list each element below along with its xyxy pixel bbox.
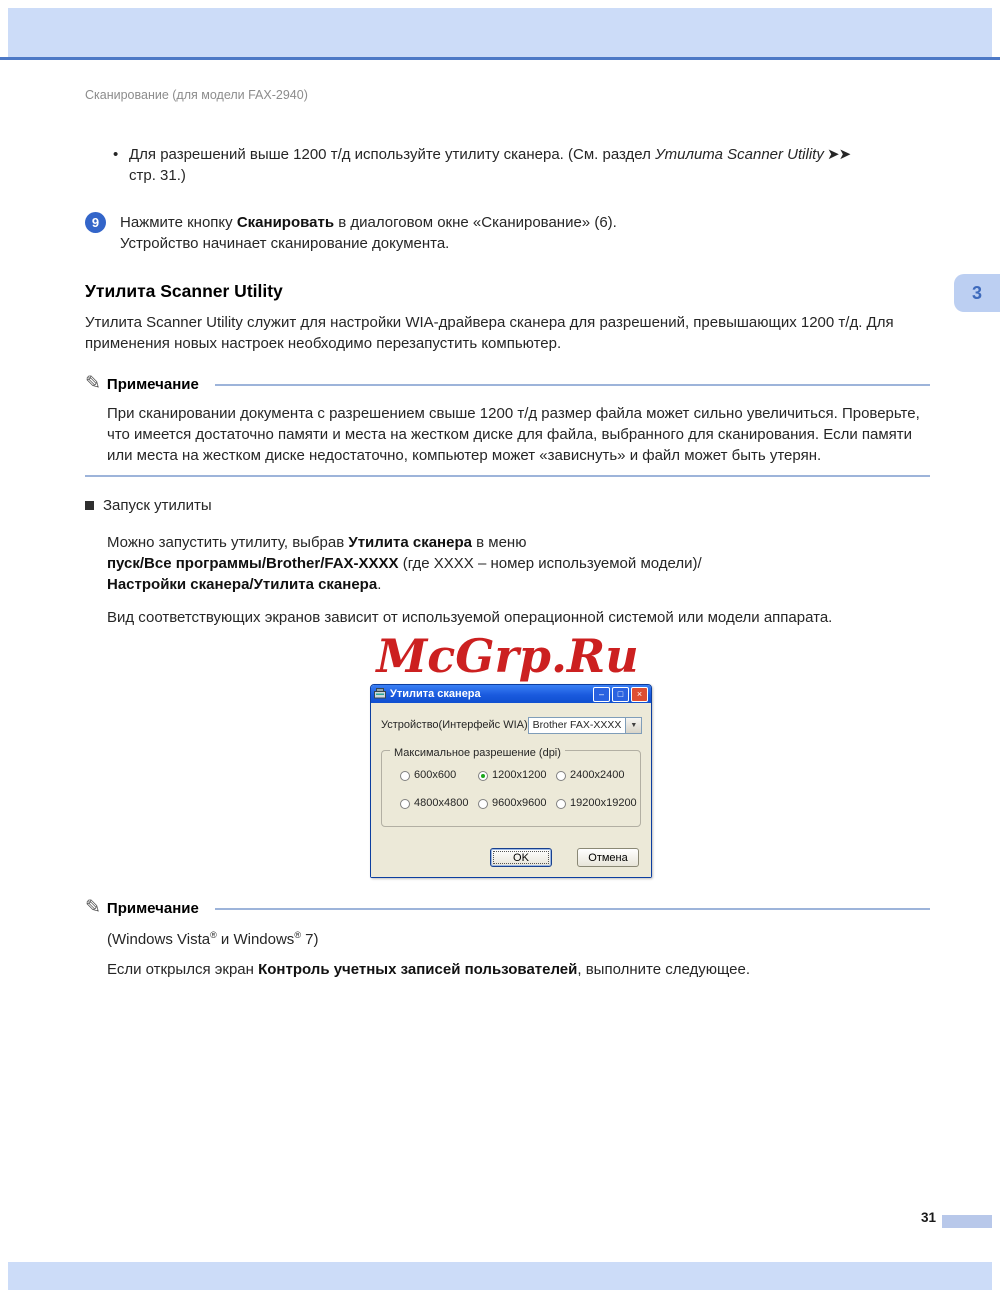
resolution-radio-9600x9600[interactable] xyxy=(478,793,556,814)
footer-band xyxy=(8,1262,992,1290)
resolution-groupbox xyxy=(381,747,641,827)
registered-mark: ® xyxy=(210,930,217,940)
minimize-icon[interactable]: – xyxy=(593,687,610,702)
launch-paragraph-1 xyxy=(107,532,930,595)
note-2 xyxy=(85,898,930,980)
p1-end: . xyxy=(377,576,382,593)
note2-uac-bold: Контроль учетных записей пользователей xyxy=(258,961,578,978)
scanner-icon xyxy=(374,684,386,705)
note-title-rule xyxy=(215,384,930,386)
page-content xyxy=(85,144,930,980)
launch-paragraph-2: Вид соответствующих экранов зависит от используемой операционной системой или модели аппарата. xyxy=(107,609,833,626)
device-combobox[interactable] xyxy=(528,717,643,734)
radio-label: 19200x19200 xyxy=(570,797,637,809)
dialog-buttons xyxy=(381,848,641,869)
radio-icon xyxy=(478,771,488,781)
step-9 xyxy=(85,212,930,254)
bullet-item-scanner-utility xyxy=(85,144,930,186)
device-combobox-value: Brother FAX-XXXX xyxy=(532,719,622,731)
resolution-radio-600x600[interactable] xyxy=(400,765,478,786)
running-header: Сканирование (для модели FAX-2940) xyxy=(85,88,308,102)
p1-bold-utility: Утилита сканера xyxy=(348,534,472,551)
note-title: Примечание xyxy=(106,376,199,393)
radio-icon xyxy=(478,799,488,809)
note-header xyxy=(85,374,930,395)
radio-icon xyxy=(400,771,410,781)
maximize-icon[interactable]: □ xyxy=(612,687,629,702)
resolution-radio-1200x1200[interactable] xyxy=(478,765,556,786)
radio-label: 600x600 xyxy=(414,769,457,781)
step-text-line2: Устройство начинает сканирование документа. xyxy=(120,235,450,252)
page-number: 31 xyxy=(920,1210,936,1225)
note-header xyxy=(85,898,930,919)
device-label: Устройство(Интерфейс WIA) xyxy=(381,719,528,731)
radio-label: 1200x1200 xyxy=(492,769,547,781)
square-bullet-icon xyxy=(85,501,94,510)
note-1 xyxy=(85,374,930,477)
launch-utility-heading xyxy=(85,495,930,516)
step-text-after: в диалоговом окне «Сканирование» (6). xyxy=(334,214,617,231)
radio-icon xyxy=(400,799,410,809)
note2-os-text2: и Windows xyxy=(216,931,295,948)
p1-mid1: в меню xyxy=(471,534,527,551)
p1-bold-path: пуск/Все программы/Brother/FAX-XXXX xyxy=(107,555,399,572)
note-end-rule xyxy=(85,475,930,477)
bullet-text xyxy=(129,144,851,186)
radio-icon xyxy=(556,771,566,781)
resolution-options xyxy=(400,765,637,814)
device-row xyxy=(381,715,641,736)
note2-os-line xyxy=(107,929,930,950)
note-pencil-icon: ✎ xyxy=(85,896,101,918)
registered-mark: ® xyxy=(294,930,301,940)
radio-label: 4800x4800 xyxy=(414,797,469,809)
header-rule xyxy=(0,57,1000,60)
note2-os-text1: (Windows Vista xyxy=(107,931,211,948)
radio-label: 9600x9600 xyxy=(492,797,547,809)
note2-uac-after: , выполните следующее. xyxy=(577,961,751,978)
section-intro: Утилита Scanner Utility служит для настройки WIA-драйвера сканера для разрешений, превышающих 1200 т/д. Для применения новых настроек необходимо перезапустить компьютер. xyxy=(85,314,894,352)
close-icon[interactable]: × xyxy=(631,687,648,702)
see-arrows-icon: ➤➤ xyxy=(823,146,851,163)
scanner-utility-dialog xyxy=(370,684,652,878)
section-title: Утилита Scanner Utility xyxy=(85,281,283,301)
bullet-text-after: стр. 31.) xyxy=(129,167,186,184)
note-pencil-icon: ✎ xyxy=(85,372,101,394)
bullet-text-before: Для разрешений выше 1200 т/д используйте утилиту сканера. (См. раздел xyxy=(129,146,656,163)
resolution-radio-19200x19200[interactable] xyxy=(556,793,637,814)
p1-bold-settings: Настройки сканера/Утилита сканера xyxy=(107,576,378,593)
dialog-title: Утилита сканера xyxy=(390,687,481,700)
footer-accent-block xyxy=(942,1215,992,1228)
dialog-body xyxy=(371,703,651,877)
bullet-text-italic: Утилита Scanner Utility xyxy=(655,146,824,163)
cancel-button[interactable]: Отмена xyxy=(577,848,639,867)
step-text-bold: Сканировать xyxy=(236,214,335,231)
step-text-before: Нажмите кнопку xyxy=(120,214,237,231)
p1-before: Можно запустить утилиту, выбрав xyxy=(107,534,349,551)
header-band xyxy=(8,8,992,57)
note-title-rule xyxy=(215,908,930,910)
radio-icon xyxy=(556,799,566,809)
note-body: При сканировании документа с разрешением свыше 1200 т/д размер файла может сильно увеличиться. Проверьте, что имеется достаточно памяти и места на жестком диске для файла, выбранного для сканирования. Если памяти или места на жестком диске недостаточно, компьютер может «зависнуть» и файл может быть утерян. xyxy=(107,405,920,464)
step-number-badge: 9 xyxy=(85,212,106,233)
note2-uac-before: Если открылся экран xyxy=(107,961,259,978)
bullet-icon: • xyxy=(113,146,119,163)
radio-label: 2400x2400 xyxy=(570,769,625,781)
chapter-number: 3 xyxy=(971,282,982,303)
note-title: Примечание xyxy=(106,900,199,917)
note2-uac-line xyxy=(107,959,930,980)
watermark: McGrp.Ru xyxy=(376,629,639,683)
chapter-tab xyxy=(954,274,1000,312)
resolution-radio-2400x2400[interactable] xyxy=(556,765,637,786)
dialog-titlebar[interactable] xyxy=(371,685,651,703)
resolution-group-label: Максимальное разрешение (dpi) xyxy=(390,743,565,764)
step-text xyxy=(120,212,617,254)
resolution-radio-4800x4800[interactable] xyxy=(400,793,478,814)
note2-os-text3: 7) xyxy=(300,931,319,948)
window-controls xyxy=(593,687,648,702)
launch-heading-text: Запуск утилиты xyxy=(103,497,212,514)
p1-mid2: (где XXXX – номер используемой модели)/ xyxy=(398,555,702,572)
combo-dropdown-icon[interactable]: ▼ xyxy=(625,718,641,733)
ok-button[interactable]: OK xyxy=(490,848,552,867)
